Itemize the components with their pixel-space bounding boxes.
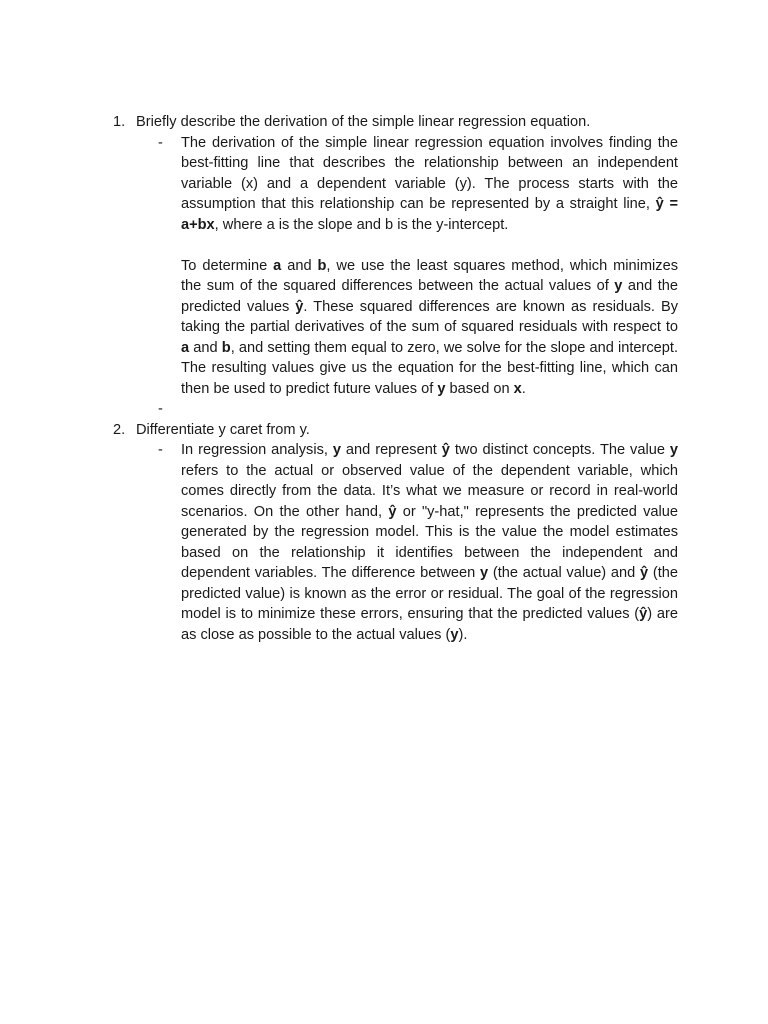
text-run: ) are as close as possible to the actual values ( [181,606,678,643]
bold-term: ŷ [388,503,397,520]
document-page [0,112,768,645]
text-run: . These squared differences are known as residuals. By taking the partial derivatives of the sum of squared residuals with respect to [181,298,678,335]
text-run: based on [445,380,514,397]
bold-term: x [513,380,522,397]
text-run: and represent [341,442,442,458]
answer-2-paragraph-1 [181,440,678,645]
answer-1-paragraph-1 [181,133,678,236]
bold-term: ŷ [441,442,450,458]
bold-term: ŷ [639,606,648,622]
bold-term: ŷ [295,298,304,315]
text-run: (the actual value) and [488,565,640,581]
bold-term: a [273,257,282,274]
question-1-number: 1. [113,114,126,130]
text-run: ). [458,626,468,643]
question-2-title: Differentiate y caret from y. [136,421,310,438]
text-run: . [521,380,526,397]
bold-term: a [181,339,190,356]
question-1-title: Briefly describe the derivation of the simple linear regression equation. [136,114,591,130]
bold-term: b [221,339,231,356]
bold-term: ŷ = a+bx [181,196,678,233]
text-run: or "y-hat," represents the predicted value generated by the regression model. This is the value the model estimates based on the relationship it identifies between the independent and dependent variables. The difference between [181,503,679,581]
bold-term: y [614,278,623,294]
text-run: The derivation of the simple linear regression equation involves finding the best-fitting line that describes the relationship between an independent variable (x) and a dependent variable (y). The process starts with the assumption that this relationship can be represented by a straight line, [181,134,678,212]
text-run: refers to the actual or observed value of the dependent variable, which comes directly from the data. It’s what we measure or record in real-world scenarios. On the other hand, [181,462,678,520]
bold-term: y [332,442,341,458]
text-run: and the predicted values [181,278,678,315]
answer-1-dash: - [158,134,163,151]
text-run: and [281,257,318,274]
text-run: To determine [181,257,274,274]
bold-term: ŷ [639,565,649,581]
answer-1 [0,133,678,400]
answer-2 [0,440,678,645]
answer-1-paragraph-2 [181,256,678,400]
text-run: (the predicted value) is known as the error or residual. The goal of the regression model is to minimize these errors, ensuring that the predicted values ( [181,565,678,622]
text-run: In regression analysis, [181,442,333,458]
answer-1-trailing-dash: - [158,401,163,417]
bold-term: y [669,442,678,458]
bold-term: y [480,565,489,581]
question-1 [0,112,678,133]
text-run: , and setting them equal to zero, we solve for the slope and intercept. The resulting values give us the equation for the best-fitting line, which can then be used to predict future values of [181,339,678,397]
bold-term: y [437,380,446,397]
text-run: and [189,339,222,356]
text-run: two distinct concepts. The value [449,442,670,458]
answer-1-empty-bullet [0,399,768,420]
text-run: , we use the least squares method, which minimizes the sum of the squared differences between the actual values of [181,257,678,294]
question-2 [0,420,678,441]
bold-term: y [450,626,459,643]
question-2-number: 2. [113,421,126,438]
bold-term: b [317,257,327,274]
text-run: , where a is the slope and b is the y-intercept. [214,216,509,233]
answer-2-dash: - [158,442,163,458]
